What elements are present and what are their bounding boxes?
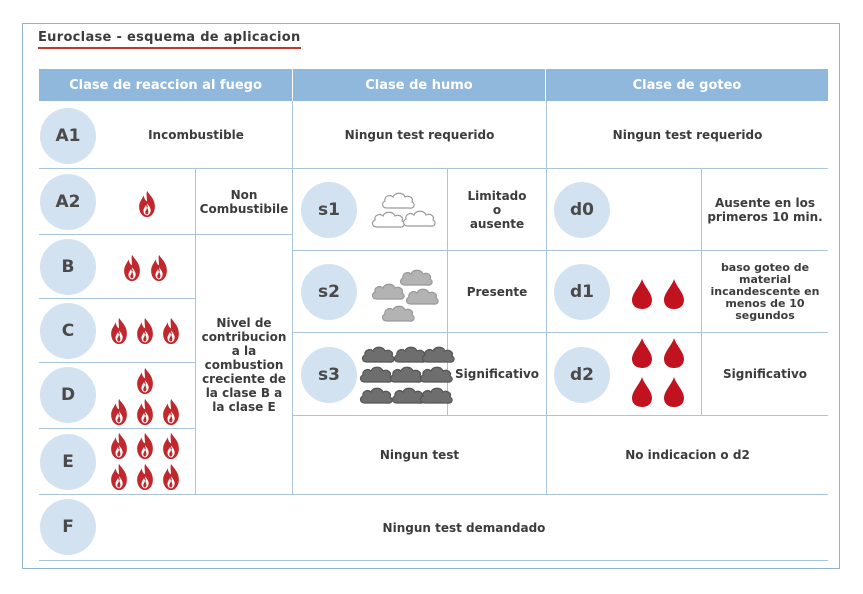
header-drip-class: Clase de goteo [546, 69, 828, 101]
header-smoke-class: Clase de humo [293, 69, 545, 101]
text-non-combustible: Non Combustibile [199, 187, 289, 216]
smoke-class-s2: s2 [301, 264, 357, 320]
flame-icon [148, 254, 170, 282]
flame-icon [134, 367, 156, 395]
text-drip-absent: Ausente en los primeros 10 min. [707, 195, 823, 224]
text-smoke-limited: Limitado o ausente [467, 188, 527, 231]
fire-class-c: C [40, 303, 96, 359]
fire-class-e: E [40, 434, 96, 490]
flame-icon [121, 254, 143, 282]
drip-class-d0: d0 [554, 182, 610, 238]
smoke-cloud-icon [370, 280, 406, 302]
grid-line [39, 298, 195, 299]
text-no-test-demanded: Ningun test demandado [382, 520, 546, 535]
text-drip-no-indication: No indicacion o d2 [625, 448, 750, 462]
flame-icon [134, 398, 156, 426]
flame-icon [134, 463, 156, 491]
flame-icon [160, 432, 182, 460]
smoke-class-s3: s3 [301, 347, 357, 403]
smoke-cloud-icon [360, 343, 396, 365]
blood-drop-icon [630, 337, 654, 369]
header-fire-class: Clase de reaccion al fuego [39, 69, 292, 101]
smoke-cloud-icon [380, 302, 416, 324]
drip-class-d2: d2 [554, 347, 610, 403]
blood-drop-icon [630, 376, 654, 408]
text-drip-brief: baso goteo de material incandescente en menos de 10 segundos [710, 260, 820, 322]
smoke-class-s1: s1 [301, 182, 357, 238]
text-smoke-significant: Significativo [454, 367, 540, 381]
text-contribution-level: Nivel de contribucion a la combustion creciente de la clase B a la clase E [201, 315, 287, 414]
flame-icon [108, 463, 130, 491]
page-title: Euroclase - esquema de aplicacion [38, 30, 301, 49]
smoke-cloud-icon [358, 384, 394, 406]
flame-icon [108, 432, 130, 460]
flame-icon [108, 317, 130, 345]
flame-icon [160, 463, 182, 491]
fire-class-b: B [40, 239, 96, 295]
fire-class-a1: A1 [40, 108, 96, 164]
flame-icon [160, 317, 182, 345]
flame-icon [108, 398, 130, 426]
flame-icon [136, 190, 158, 218]
blood-drop-icon [662, 337, 686, 369]
text-drip-no-test-required: Ningun test requerido [612, 127, 763, 142]
fire-class-a2: A2 [40, 174, 96, 230]
fire-class-d: D [40, 367, 96, 423]
blood-drop-icon [662, 278, 686, 310]
blood-drop-icon [630, 278, 654, 310]
text-drip-significant: Significativo [722, 367, 808, 381]
text-smoke-present: Presente [466, 284, 528, 299]
fire-class-f: F [40, 499, 96, 555]
text-smoke-no-test: Ningun test [379, 448, 460, 462]
smoke-cloud-icon [418, 363, 454, 385]
grid-line [39, 560, 828, 561]
smoke-cloud-icon [401, 207, 437, 229]
text-smoke-no-test-required: Ningun test requerido [344, 127, 495, 142]
text-incombustible: Incombustible [148, 127, 244, 142]
grid-line [39, 428, 195, 429]
smoke-cloud-icon [420, 343, 456, 365]
grid-line [39, 362, 195, 363]
flame-icon [134, 432, 156, 460]
blood-drop-icon [662, 376, 686, 408]
smoke-cloud-icon [418, 384, 454, 406]
flame-icon [134, 317, 156, 345]
drip-class-d1: d1 [554, 264, 610, 320]
flame-icon [160, 398, 182, 426]
